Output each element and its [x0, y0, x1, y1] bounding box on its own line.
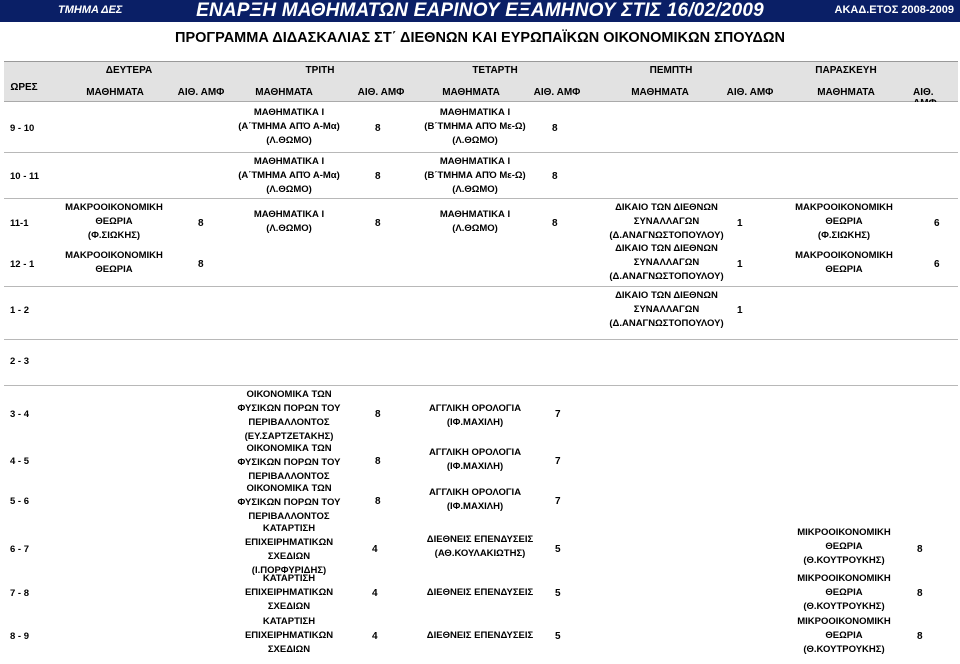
class-entry: ΜΙΚΡΟΟΙΚΟΝΟΜΙΚΗ ΘΕΩΡΙΑ (Θ.ΚΟΥΤΡΟΥΚΗΣ): [797, 527, 891, 566]
time-slot: 12 - 1: [10, 259, 35, 270]
page-title: ΠΡΟΓΡΑΜΜΑ ΔΙΔΑΣΚΑΛΙΑΣ ΣΤ΄ ΔΙΕΘΝΩΝ ΚΑΙ ΕΥΡΩΠΑΪΚΩΝ ΟΙΚΟΝΟΜΙΚΩΝ ΣΠΟΥΔΩΝ: [174, 30, 786, 46]
class-entry: ΚΑΤΑΡΤΙΣΗ ΕΠΙΧΕΙΡΗΜΑΤΙΚΩΝ ΣΧΕΔΙΩΝ: [244, 573, 334, 612]
timetable-grid: [4, 102, 958, 663]
room-number: 7: [555, 456, 561, 467]
class-entry: ΟΙΚΟΝΟΜΙΚΑ ΤΩΝ ΦΥΣΙΚΩΝ ΠΟΡΩΝ ΤΟΥ ΠΕΡΙΒΑΛΛΟΝΤΟΣ: [237, 483, 341, 522]
room-number: 5: [555, 544, 561, 555]
course-header-fri: ΜΑΘΗΜΑΤΑ: [817, 87, 875, 98]
room-header-mon: ΑΙΘ. ΑΜΦ: [177, 87, 225, 98]
room-number: 4: [372, 544, 378, 555]
academic-year: ΑΚΑΔ.ΕΤΟΣ 2008-2009: [834, 4, 954, 16]
class-entry: ΔΙΚΑΙΟ ΤΩΝ ΔΙΕΘΝΩΝ ΣΥΝΑΛΛΑΓΩΝ (Δ.ΑΝΑΓΝΩΣΤΟΠΟΥΛΟΥ): [609, 202, 724, 241]
class-entry: ΜΑΘΗΜΑΤΙΚΑ Ι (Β΄ΤΜΗΜΑ ΑΠΌ Με-Ω) (Λ.ΘΩΜΟ): [424, 156, 526, 195]
column-headers: [4, 79, 958, 102]
class-entry: ΔΙΕΘΝΕΙΣ ΕΠΕΝΔΥΣΕΙΣ: [426, 587, 534, 598]
room-number: 8: [198, 218, 204, 229]
course-header-wed: ΜΑΘΗΜΑΤΑ: [442, 87, 500, 98]
room-header-wed: ΑΙΘ. ΑΜΦ: [533, 87, 581, 98]
room-number: 7: [555, 496, 561, 507]
room-number: 6: [934, 218, 940, 229]
class-entry: ΚΑΤΑΡΤΙΣΗ ΕΠΙΧΕΙΡΗΜΑΤΙΚΩΝ ΣΧΕΔΙΩΝ: [244, 616, 334, 655]
time-slot: 4 - 5: [10, 456, 30, 467]
room-header-thu: ΑΙΘ. ΑΜΦ: [726, 87, 774, 98]
class-entry: ΟΙΚΟΝΟΜΙΚΑ ΤΩΝ ΦΥΣΙΚΩΝ ΠΟΡΩΝ ΤΟΥ ΠΕΡΙΒΑΛΛΟΝΤΟΣ: [237, 443, 341, 482]
room-number: 8: [375, 218, 381, 229]
class-entry: ΜΑΚΡΟΟΙΚΟΝΟΜΙΚΗ ΘΕΩΡΙΑ: [795, 250, 893, 275]
class-entry: ΔΙΚΑΙΟ ΤΩΝ ΔΙΕΘΝΩΝ ΣΥΝΑΛΛΑΓΩΝ (Δ.ΑΝΑΓΝΩΣΤΟΠΟΥΛΟΥ): [609, 243, 724, 282]
room-number: 1: [737, 259, 743, 270]
day-wednesday: ΤΕΤΑΡΤΗ: [472, 65, 518, 76]
time-slot: 8 - 9: [10, 631, 30, 642]
room-number: 4: [372, 631, 378, 642]
course-header-tue: ΜΑΘΗΜΑΤΑ: [255, 87, 313, 98]
class-entry: ΑΓΓΛΙΚΗ ΟΡΟΛΟΓΙΑ (ΙΦ.ΜΑΧΙΛΗ): [428, 447, 522, 472]
class-entry: ΜΑΘΗΜΑΤΙΚΑ Ι (Λ.ΘΩΜΟ): [253, 209, 325, 234]
day-monday: ΔΕΥΤΕΡΑ: [105, 65, 153, 76]
time-slot: 11-1: [10, 218, 29, 229]
hours-header: ΩΡΕΣ: [10, 82, 38, 93]
time-slot: 9 - 10: [10, 123, 35, 134]
class-entry: ΜΑΚΡΟΟΙΚΟΝΟΜΙΚΗ ΘΕΩΡΙΑ (Φ.ΣΙΩΚΗΣ): [65, 202, 163, 241]
room-number: 8: [552, 218, 558, 229]
room-number: 8: [375, 123, 381, 134]
top-banner: [0, 0, 960, 22]
start-date-banner: ΕΝΑΡΞΗ ΜΑΘΗΜΑΤΩΝ ΕΑΡΙΝΟΥ ΕΞΑΜΗΝΟΥ ΣΤΙΣ 16/02/2009: [196, 0, 764, 21]
room-number: 5: [555, 631, 561, 642]
class-entry: ΔΙΕΘΝΕΙΣ ΕΠΕΝΔΥΣΕΙΣ: [426, 630, 534, 641]
class-entry: ΜΙΚΡΟΟΙΚΟΝΟΜΙΚΗ ΘΕΩΡΙΑ (Θ.ΚΟΥΤΡΟΥΚΗΣ): [797, 573, 891, 612]
time-slot: 5 - 6: [10, 496, 30, 507]
row-divider: [4, 339, 958, 340]
room-number: 8: [552, 123, 558, 134]
class-entry: ΔΙΕΘΝΕΙΣ ΕΠΕΝΔΥΣΕΙΣ (ΑΘ.ΚΟΥΛΑΚΙΩΤΗΣ): [426, 534, 534, 559]
class-entry: ΑΓΓΛΙΚΗ ΟΡΟΛΟΓΙΑ (ΙΦ.ΜΑΧΙΛΗ): [428, 403, 522, 428]
room-number: 4: [372, 588, 378, 599]
class-entry: ΜΑΘΗΜΑΤΙΚΑ Ι (Β΄ΤΜΗΜΑ ΑΠΌ Με-Ω) (Λ.ΘΩΜΟ): [424, 107, 526, 146]
class-entry: ΜΑΚΡΟΟΙΚΟΝΟΜΙΚΗ ΘΕΩΡΙΑ: [65, 250, 163, 275]
room-number: 1: [737, 305, 743, 316]
room-number: 5: [555, 588, 561, 599]
room-number: 8: [198, 259, 204, 270]
day-thursday: ΠΕΜΠΤΗ: [649, 65, 693, 76]
time-slot: 10 - 11: [10, 171, 40, 182]
class-entry: ΜΑΚΡΟΟΙΚΟΝΟΜΙΚΗ ΘΕΩΡΙΑ (Φ.ΣΙΩΚΗΣ): [795, 202, 893, 241]
class-entry: ΜΙΚΡΟΟΙΚΟΝΟΜΙΚΗ ΘΕΩΡΙΑ (Θ.ΚΟΥΤΡΟΥΚΗΣ): [797, 616, 891, 655]
course-header-mon: ΜΑΘΗΜΑΤΑ: [86, 87, 144, 98]
room-number: 8: [375, 456, 381, 467]
class-entry: ΜΑΘΗΜΑΤΙΚΑ Ι (Α΄ΤΜΗΜΑ ΑΠΌ Α-Μα) (Λ.ΘΩΜΟ): [238, 107, 340, 146]
class-entry: ΟΙΚΟΝΟΜΙΚΑ ΤΩΝ ΦΥΣΙΚΩΝ ΠΟΡΩΝ ΤΟΥ ΠΕΡΙΒΑΛΛΟΝΤΟΣ (ΕΥ.ΣΑΡΤΖΕΤΑΚΗΣ): [237, 389, 341, 442]
room-number: 7: [555, 409, 561, 420]
course-header-thu: ΜΑΘΗΜΑΤΑ: [631, 87, 689, 98]
room-number: 8: [917, 631, 923, 642]
room-header-fri: ΑΙΘ.: [913, 87, 934, 98]
row-divider: [4, 198, 958, 199]
row-divider: [4, 385, 958, 386]
room-header-tue: ΑΙΘ. ΑΜΦ: [357, 87, 405, 98]
room-number: 8: [552, 171, 558, 182]
row-divider: [4, 286, 958, 287]
class-entry: ΚΑΤΑΡΤΙΣΗ ΕΠΙΧΕΙΡΗΜΑΤΙΚΩΝ ΣΧΕΔΙΩΝ (Ι.ΠΟΡΦΥΡΙΔΗΣ): [244, 523, 334, 576]
row-divider: [4, 152, 958, 153]
time-slot: 6 - 7: [10, 544, 30, 555]
room-number: 6: [934, 259, 940, 270]
time-slot: 1 - 2: [10, 305, 30, 316]
day-tuesday: ΤΡΙΤΗ: [305, 65, 335, 76]
time-slot: 3 - 4: [10, 409, 30, 420]
room-number: 8: [917, 544, 923, 555]
time-slot: 2 - 3: [10, 356, 30, 367]
room-number: 8: [375, 409, 381, 420]
class-entry: ΔΙΚΑΙΟ ΤΩΝ ΔΙΕΘΝΩΝ ΣΥΝΑΛΛΑΓΩΝ (Δ.ΑΝΑΓΝΩΣΤΟΠΟΥΛΟΥ): [609, 290, 724, 329]
time-slot: 7 - 8: [10, 588, 30, 599]
class-entry: ΜΑΘΗΜΑΤΙΚΑ Ι (Λ.ΘΩΜΟ): [439, 209, 511, 234]
class-entry: ΑΓΓΛΙΚΗ ΟΡΟΛΟΓΙΑ (ΙΦ.ΜΑΧΙΛΗ): [428, 487, 522, 512]
day-friday: ΠΑΡΑΣΚΕΥΗ: [815, 65, 877, 76]
days-header: [4, 61, 958, 80]
room-number: 8: [375, 496, 381, 507]
class-entry: ΜΑΘΗΜΑΤΙΚΑ Ι (Α΄ΤΜΗΜΑ ΑΠΌ Α-Μα) (Λ.ΘΩΜΟ): [238, 156, 340, 195]
department-label: ΤΜΗΜΑ ΔΕΣ: [58, 4, 123, 16]
room-number: 8: [375, 171, 381, 182]
room-number: 8: [917, 588, 923, 599]
room-number: 1: [737, 218, 743, 229]
